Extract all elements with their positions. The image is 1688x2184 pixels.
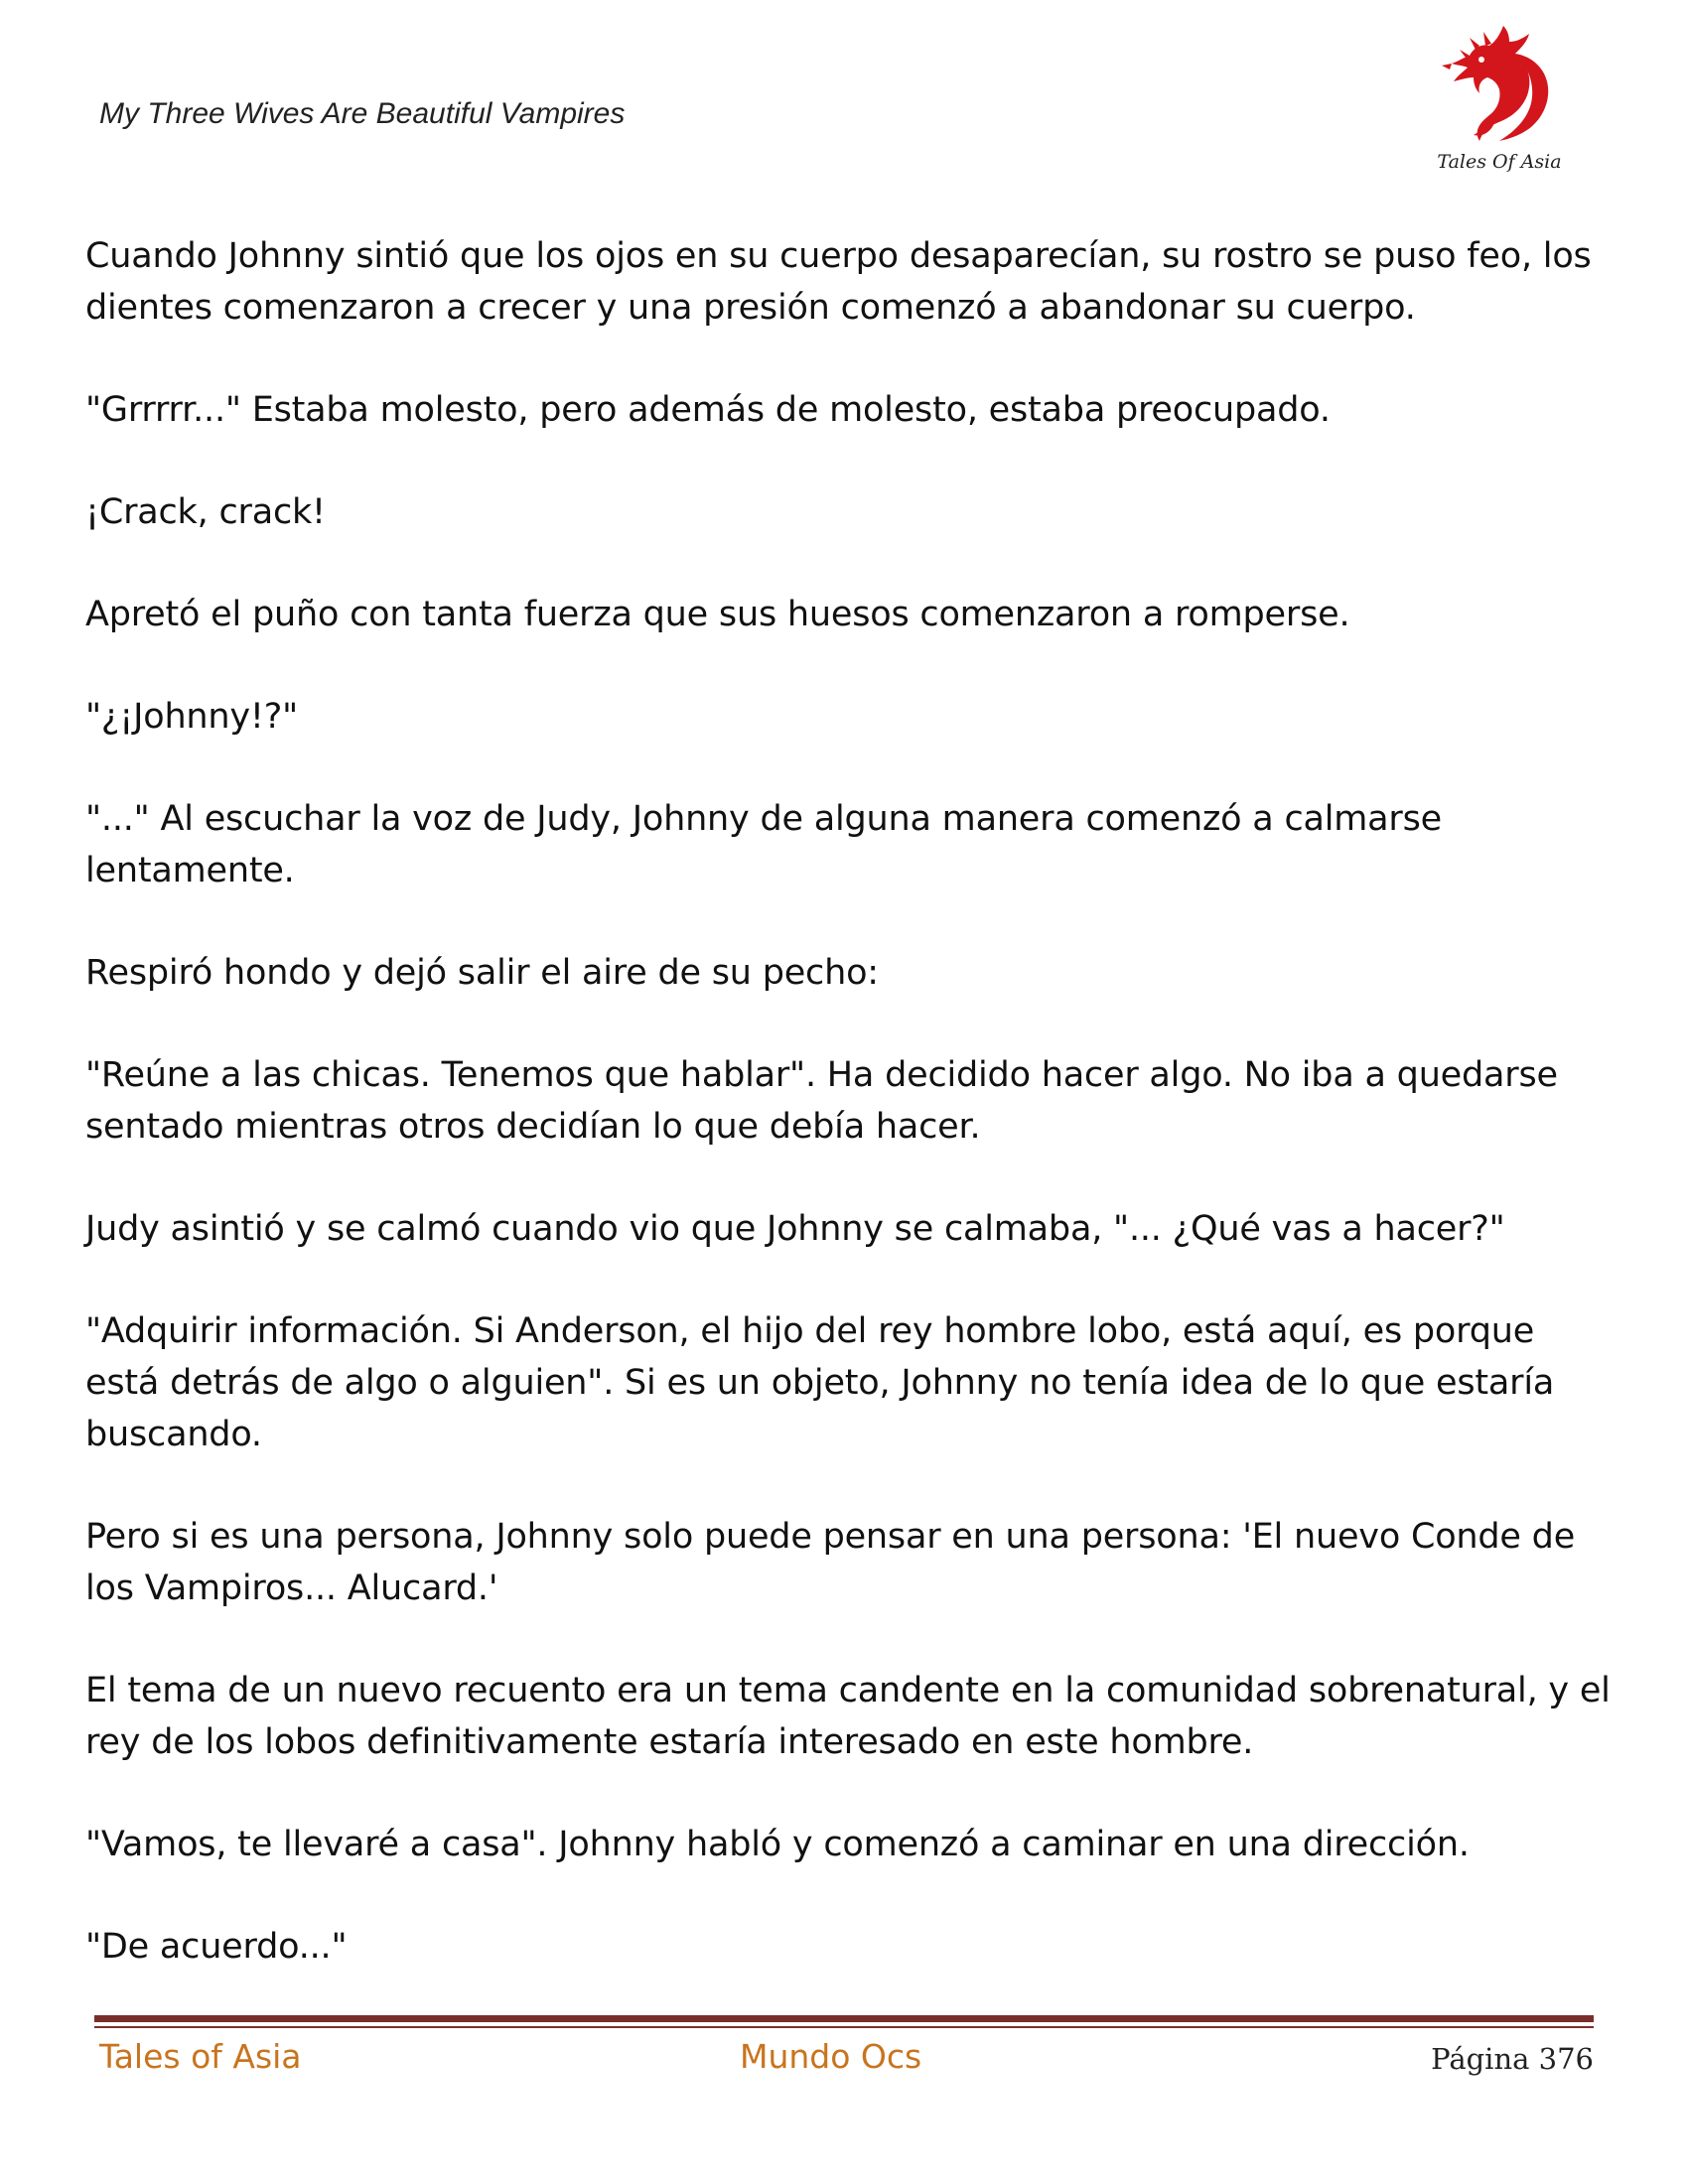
paragraph: "..." Al escuchar la voz de Judy, Johnny de alguna manera comenzó a calmarse lentamente. bbox=[85, 799, 1442, 890]
footer-divider bbox=[94, 2015, 1594, 2022]
footer-divider-thin bbox=[94, 2026, 1594, 2028]
paragraph: "Vamos, te llevaré a casa". Johnny habló y comenzó a caminar en una dirección. bbox=[85, 1825, 1470, 1864]
paragraph: Cuando Johnny sintió que los ojos en su cuerpo desaparecían, su rostro se puso feo, los dientes comenzaron a crecer y una presión comenzó a abandonar su cuerpo. bbox=[85, 236, 1592, 328]
header-title: My Three Wives Are Beautiful Vampires bbox=[99, 97, 626, 130]
footer-site-name: Tales of Asia bbox=[99, 2037, 302, 2076]
paragraph: ¡Crack, crack! bbox=[85, 492, 326, 532]
tales-of-asia-logo bbox=[1430, 20, 1569, 179]
red-dragon-icon bbox=[1430, 20, 1569, 159]
page-number: Página 376 bbox=[1431, 2042, 1594, 2076]
paragraph: "Reúne a las chicas. Tenemos que hablar". Ha decidido hacer algo. No iba a quedarse sentado mientras otros decidían lo que debía hacer. bbox=[85, 1055, 1558, 1147]
paragraph: "Adquirir información. Si Anderson, el hijo del rey hombre lobo, está aquí, es porque está detrás de algo o alguien". Si es un objeto, Johnny no tenía idea de lo que estaría buscando. bbox=[85, 1311, 1555, 1454]
paragraph: "Grrrrr..." Estaba molesto, pero además de molesto, estaba preocupado. bbox=[85, 390, 1331, 430]
paragraph: Apretó el puño con tanta fuerza que sus huesos comenzaron a romperse. bbox=[85, 595, 1350, 634]
paragraph: "De acuerdo..." bbox=[85, 1927, 348, 1967]
footer-section-name: Mundo Ocs bbox=[740, 2037, 922, 2076]
paragraph: Pero si es una persona, Johnny solo puede pensar en una persona: 'El nuevo Conde de los Vampiros... Alucard.' bbox=[85, 1517, 1576, 1608]
chapter-text bbox=[85, 230, 1615, 2023]
paragraph: Respiró hondo y dejó salir el aire de su pecho: bbox=[85, 953, 879, 993]
paragraph: El tema de un nuevo recuento era un tema candente en la comunidad sobrenatural, y el rey de los lobos definitivamente estaría interesado en este hombre. bbox=[85, 1671, 1611, 1762]
paragraph: "¿¡Johnny!?" bbox=[85, 697, 299, 737]
paragraph: Judy asintió y se calmó cuando vio que Johnny se calmaba, "... ¿Qué vas a hacer?" bbox=[85, 1209, 1505, 1249]
logo-text: Tales Of Asia bbox=[1437, 151, 1562, 173]
